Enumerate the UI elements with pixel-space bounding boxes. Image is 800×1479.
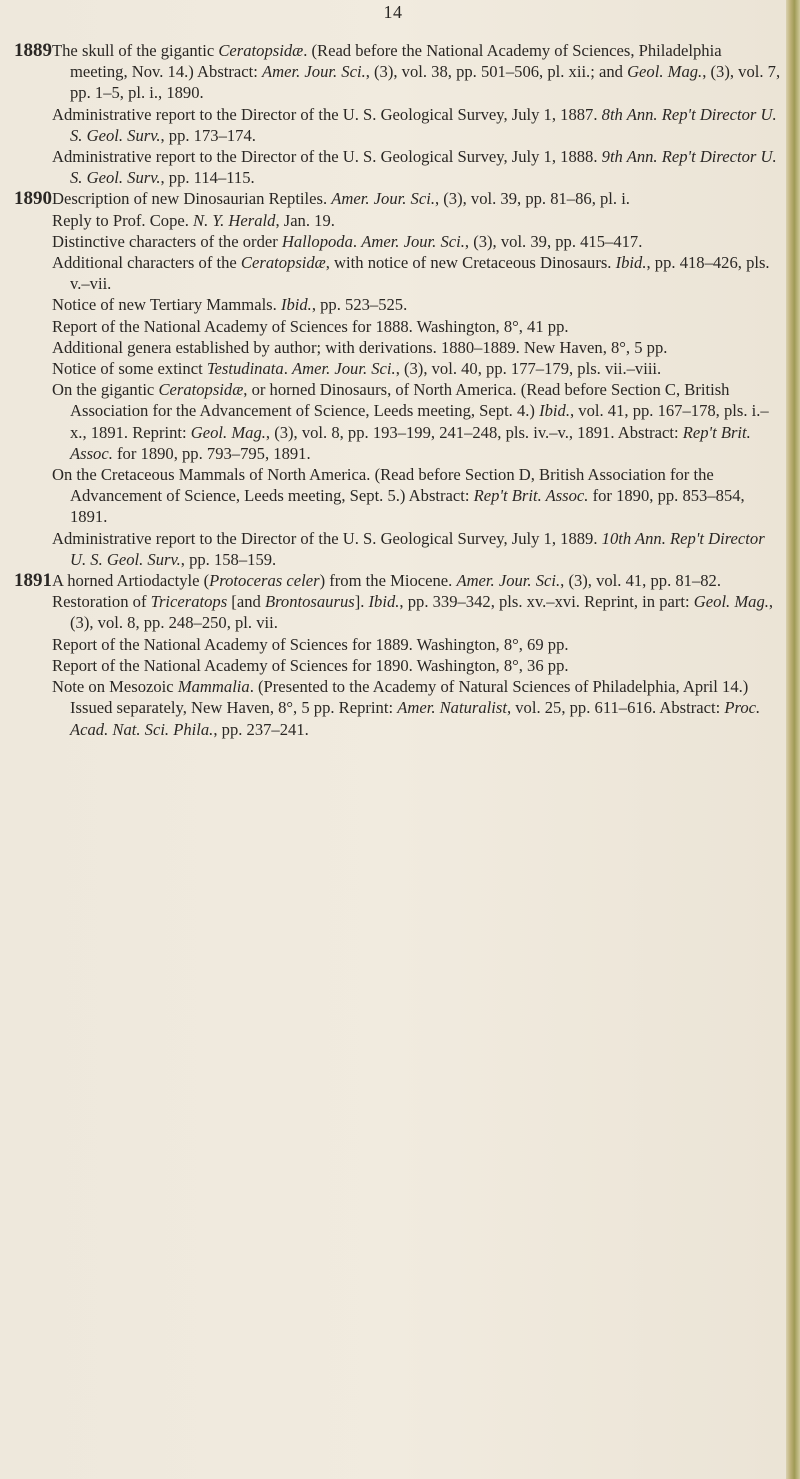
- entry-text-run: Report of the National Academy of Sciences for 1888. Washington, 8°, 41 pp.: [52, 316, 569, 336]
- entry-text-italic: Brontosaurus: [264, 592, 355, 612]
- entry-text-italic: Ceratopsidæ: [240, 253, 326, 273]
- entry-text-run: , (3), vol. 40, pp. 177–179, pls. vii.–viii.: [395, 359, 662, 379]
- entry-text-italic: Ibid.: [280, 295, 312, 315]
- entry-text-run: Report of the National Academy of Sciences for 1890. Washington, 8°, 36 pp.: [52, 655, 569, 675]
- entry-text-run: Administrative report to the Director of the U. S. Geological Survey, July 1, 1887.: [52, 104, 602, 124]
- entry-text-run: On the Cretaceous Mammals of North America. (Read before Section D, British Association for the Advancement of Science, Leeds meeting, Sept. 5.) Abstract:: [52, 465, 714, 506]
- bibliography-list: [14, 40, 782, 740]
- entry-text: [52, 316, 782, 337]
- entry-year: 1891: [14, 570, 52, 592]
- entry-text: [52, 570, 782, 591]
- entry-text: [52, 337, 782, 358]
- bibliography-entry: [14, 104, 782, 146]
- entry-text-run: , pp. 158–159.: [180, 549, 277, 569]
- entry-text-italic: Proc. Acad. Nat. Sci. Phila.: [70, 698, 761, 739]
- entry-text-italic: Geol. Mag.: [190, 422, 266, 442]
- entry-text-run: for 1890, pp. 793–795, 1891.: [112, 443, 311, 463]
- bibliography-entry: [14, 358, 782, 379]
- entry-text: [52, 252, 782, 294]
- entry-text-run: , Jan. 19.: [275, 210, 335, 230]
- bibliography-entry: [14, 337, 782, 358]
- entry-text-italic: 8th Ann. Rep't Director U. S. Geol. Surv.: [70, 104, 777, 145]
- entry-text-run: , (3), vol. 41, pp. 81–82.: [560, 571, 721, 591]
- entry-text-run: , (3), vol. 39, pp. 81–86, pl. i.: [434, 189, 630, 209]
- bibliography-entry: [14, 528, 782, 570]
- entry-text-run: , with notice of new Cretaceous Dinosaurs.: [325, 253, 616, 273]
- bibliography-entry: [14, 210, 782, 231]
- entry-text-italic: Protoceras celer: [209, 571, 320, 591]
- entry-text-italic: Geol. Mag.: [693, 592, 769, 612]
- entry-text-run: , pp. 173–174.: [160, 125, 256, 145]
- entry-text-italic: 10th Ann. Rep't Director U. S. Geol. Surv.: [70, 528, 765, 569]
- entry-text-run: .: [283, 359, 292, 379]
- bibliography-entry: [14, 464, 782, 528]
- entry-text-italic: Testudinata: [206, 359, 284, 379]
- entry-text-run: . (Presented to the Academy of Natural Sciences of Philadelphia, April 14.) Issued separately, New Haven, 8°, 5 pp. Reprint:: [70, 677, 749, 718]
- page-edge: [786, 0, 800, 1479]
- entry-text: [52, 655, 782, 676]
- entry-text: [52, 676, 782, 740]
- bibliography-entry: [14, 40, 782, 104]
- entry-text-run: ].: [354, 592, 369, 612]
- entry-text-run: , or horned Dinosaurs, of North America. (Read before Section C, British Association for the Advancement of Science, Leeds meeting, Sept. 4.): [70, 380, 730, 421]
- entry-text-run: Report of the National Academy of Sciences for 1889. Washington, 8°, 69 pp.: [52, 634, 569, 654]
- bibliography-entry: [14, 146, 782, 188]
- bibliography-entry: [14, 570, 782, 591]
- entry-text-italic: Triceratops: [150, 592, 228, 612]
- entry-text-run: for 1890, pp. 853–854, 1891.: [70, 486, 745, 527]
- bibliography-entry: [14, 231, 782, 252]
- bibliography-entry: [14, 676, 782, 740]
- entry-text-run: ) from the Miocene.: [319, 571, 457, 591]
- entry-year: 1890: [14, 188, 52, 210]
- entry-text-italic: Geol. Mag.: [627, 62, 703, 82]
- entry-text-italic: Mammalia: [177, 677, 250, 697]
- entry-text-run: .: [352, 231, 362, 251]
- entry-text: [52, 294, 782, 315]
- entry-text-run: , (3), vol. 8, pp. 248–250, pl. vii.: [70, 592, 774, 633]
- entry-text-run: [and: [227, 592, 265, 612]
- entry-text-run: Distinctive characters of the order: [52, 231, 282, 251]
- entry-text-italic: Ceratopsidæ: [158, 380, 244, 400]
- entry-text-run: , (3), vol. 8, pp. 193–199, 241–248, pls. iv.–v., 1891. Abstract:: [265, 422, 683, 442]
- entry-text-run: Notice of some extinct: [52, 359, 207, 379]
- entry-text-run: , pp. 237–241.: [213, 719, 309, 739]
- bibliography-entry: [14, 379, 782, 464]
- entry-text-run: , (3), vol. 7, pp. 1–5, pl. i., 1890.: [70, 62, 781, 103]
- entry-text-run: The skull of the gigantic: [52, 41, 219, 60]
- entry-text-italic: 9th Ann. Rep't Director U. S. Geol. Surv.: [70, 147, 777, 188]
- entry-text-italic: Ibid.: [539, 401, 570, 421]
- entry-text: [52, 40, 782, 104]
- entry-text-italic: Amer. Naturalist: [397, 698, 507, 718]
- entry-text-italic: Ibid.: [615, 253, 647, 273]
- entry-text: [52, 591, 782, 633]
- entry-text-italic: Ibid.: [368, 592, 400, 612]
- entry-text-italic: Amer. Jour. Sci.: [262, 62, 366, 82]
- entry-text-run: , vol. 41, pp. 167–178, pls. i.–x., 1891. Reprint:: [70, 401, 769, 442]
- entry-text: [52, 528, 782, 570]
- entry-text-italic: Hallopoda: [281, 231, 353, 251]
- entry-text-run: , (3), vol. 38, pp. 501–506, pl. xii.; and: [365, 62, 628, 82]
- entry-text-run: A horned Artiodactyle (: [52, 571, 210, 591]
- entry-text-run: , (3), vol. 39, pp. 415–417.: [464, 231, 643, 251]
- entry-text-run: Administrative report to the Director of the U. S. Geological Survey, July 1, 1888.: [52, 147, 602, 167]
- entry-text-run: Notice of new Tertiary Mammals.: [52, 295, 281, 315]
- entry-text-run: Restoration of: [52, 592, 151, 612]
- bibliography-entry: [14, 634, 782, 655]
- entry-text-italic: Ceratopsidæ: [218, 41, 304, 60]
- bibliography-entry: [14, 294, 782, 315]
- entry-text-run: , pp. 418–426, pls. v.–vii.: [70, 253, 770, 294]
- entry-text-run: , pp. 523–525.: [311, 295, 408, 315]
- entry-text: [52, 231, 782, 252]
- entry-text-run: , pp. 339–342, pls. xv.–xvi. Reprint, in part:: [399, 592, 694, 612]
- bibliography-entry: [14, 188, 782, 209]
- entry-text-run: On the gigantic: [52, 380, 159, 400]
- entry-text-run: Description of new Dinosaurian Reptiles.: [52, 189, 332, 209]
- entry-text: [52, 188, 782, 209]
- entry-text: [52, 210, 782, 231]
- bibliography-entry: [14, 591, 782, 633]
- entry-text-italic: Rep't Brit. Assoc.: [473, 486, 589, 506]
- entry-text-run: . (Read before the National Academy of Sciences, Philadelphia meeting, Nov. 14.) Abstract:: [70, 41, 722, 82]
- entry-text-run: Administrative report to the Director of the U. S. Geological Survey, July 1, 1889.: [52, 528, 602, 548]
- entry-text: [52, 379, 782, 464]
- entry-text-italic: Amer. Jour. Sci.: [456, 571, 561, 591]
- entry-text-italic: N. Y. Herald: [193, 210, 276, 230]
- page-number: 14: [383, 2, 403, 22]
- entry-text-run: Reply to Prof. Cope.: [52, 210, 194, 230]
- entry-text-run: Additional genera established by author; with derivations. 1880–1889. New Haven, 8°, 5 pp.: [52, 337, 668, 357]
- bibliography-entry: [14, 655, 782, 676]
- entry-text-run: Additional characters of the: [52, 253, 241, 273]
- bibliography-entry: [14, 316, 782, 337]
- entry-text-italic: Amer. Jour. Sci.: [361, 231, 465, 251]
- entry-text: [52, 104, 782, 146]
- entry-text-run: , pp. 114–115.: [160, 168, 255, 188]
- bibliography-entry: [14, 252, 782, 294]
- entry-text-italic: Amer. Jour. Sci.: [331, 189, 435, 209]
- entry-year: 1889: [14, 40, 52, 61]
- entry-text: [52, 634, 782, 655]
- entry-text-italic: Rep't Brit. Assoc.: [70, 422, 751, 463]
- entry-text-run: Note on Mesozoic: [52, 677, 178, 697]
- entry-text: [52, 358, 782, 379]
- entry-text-run: , vol. 25, pp. 611–616. Abstract:: [506, 698, 725, 718]
- entry-text: [52, 464, 782, 528]
- entry-text-italic: Amer. Jour. Sci.: [291, 359, 396, 379]
- entry-text: [52, 146, 782, 188]
